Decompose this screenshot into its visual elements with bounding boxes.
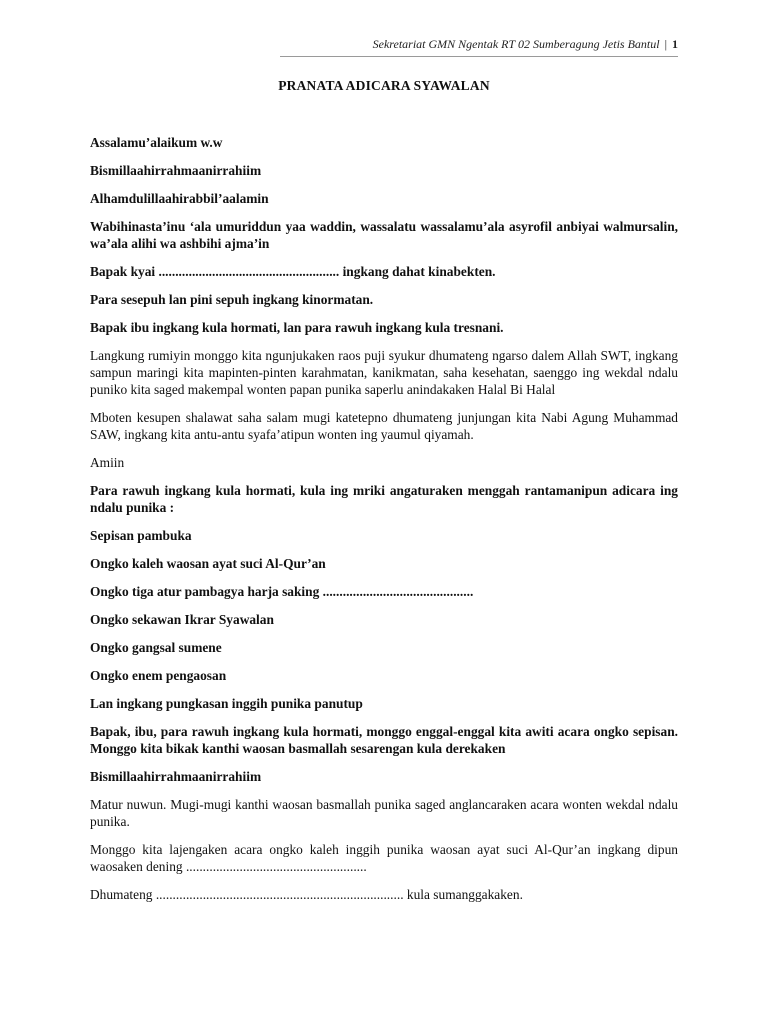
paragraph: Bapak ibu ingkang kula hormati, lan para rawuh ingkang kula tresnani. bbox=[90, 320, 504, 335]
header-separator: | bbox=[664, 37, 667, 51]
paragraph: Ongko gangsal sumene bbox=[90, 640, 222, 655]
paragraph: Ongko enem pengaosan bbox=[90, 668, 227, 683]
paragraph: Lan ingkang pungkasan inggih punika panutup bbox=[90, 696, 363, 711]
paragraph: Para sesepuh lan pini sepuh ingkang kinormatan. bbox=[90, 292, 374, 307]
paragraph: Dhumateng .......................................................................... kula sumanggakaken. bbox=[90, 887, 523, 902]
paragraph: Bapak, ibu, para rawuh ingkang kula hormati, monggo enggal-enggal kita awiti acara ongko sepisan. Monggo kita bikak kanthi waosan basmallah sesarengan kula derekaken bbox=[90, 724, 678, 756]
paragraph: Amiin bbox=[90, 455, 125, 470]
page-number: 1 bbox=[672, 37, 678, 51]
paragraph: Bismillaahirrahmaanirrahiim bbox=[90, 769, 262, 784]
paragraph: Sepisan pambuka bbox=[90, 528, 192, 543]
header-divider bbox=[280, 56, 678, 57]
paragraph: Ongko tiga atur pambagya harja saking ............................................. bbox=[90, 584, 474, 599]
paragraph: Matur nuwun. Mugi-mugi kanthi waosan basmallah punika saged anglancaraken acara wonten wekdal ndalu punika. bbox=[90, 797, 678, 829]
header-text: Sekretariat GMN Ngentak RT 02 Sumberagung Jetis Bantul bbox=[372, 37, 660, 51]
paragraph: Langkung rumiyin monggo kita ngunjukaken raos puji syukur dhumateng ngarso dalem Allah SWT, ingkang sampun maringi kita mapinten-pinten karahmatan, kanikmatan, saha kesehatan, saenggo ing wekdal ndalu puniko kita saged makempal wonten papan punika saperlu anindakaken Halal Bi Halal bbox=[90, 348, 678, 397]
paragraph: Ongko kaleh waosan ayat suci Al-Qur’an bbox=[90, 556, 326, 571]
document-title: PRANATA ADICARA SYAWALAN bbox=[278, 78, 490, 93]
paragraph: Alhamdulillaahirabbil’aalamin bbox=[90, 191, 269, 206]
paragraph: Bismillaahirrahmaanirrahiim bbox=[90, 163, 262, 178]
paragraph: Bapak kyai ...................................................... ingkang dahat kinabekten. bbox=[90, 264, 496, 279]
paragraph: Monggo kita lajengaken acara ongko kaleh inggih punika waosan ayat suci Al-Qur’an ingkang dipun waosaken dening ...................................................... bbox=[90, 842, 678, 874]
document-body bbox=[90, 134, 678, 914]
paragraph: Mboten kesupen shalawat saha salam mugi katetepno dhumateng junjungan kita Nabi Agung Muhammad SAW, ingkang kita antu-antu syafa’atipun wonten ing yaumul qiyamah. bbox=[90, 410, 678, 442]
paragraph: Para rawuh ingkang kula hormati, kula ing mriki angaturaken menggah rantamanipun adicara ing ndalu punika : bbox=[90, 483, 678, 515]
paragraph: Wabihinasta’inu ‘ala umuriddun yaa waddin, wassalatu wassalamu’ala asyrofil anbiyai walmursalin, wa’ala alihi wa ashbihi ajma’in bbox=[90, 219, 678, 251]
paragraph: Assalamu’alaikum w.w bbox=[90, 135, 223, 150]
paragraph: Ongko sekawan Ikrar Syawalan bbox=[90, 612, 274, 627]
page-header bbox=[373, 37, 678, 52]
